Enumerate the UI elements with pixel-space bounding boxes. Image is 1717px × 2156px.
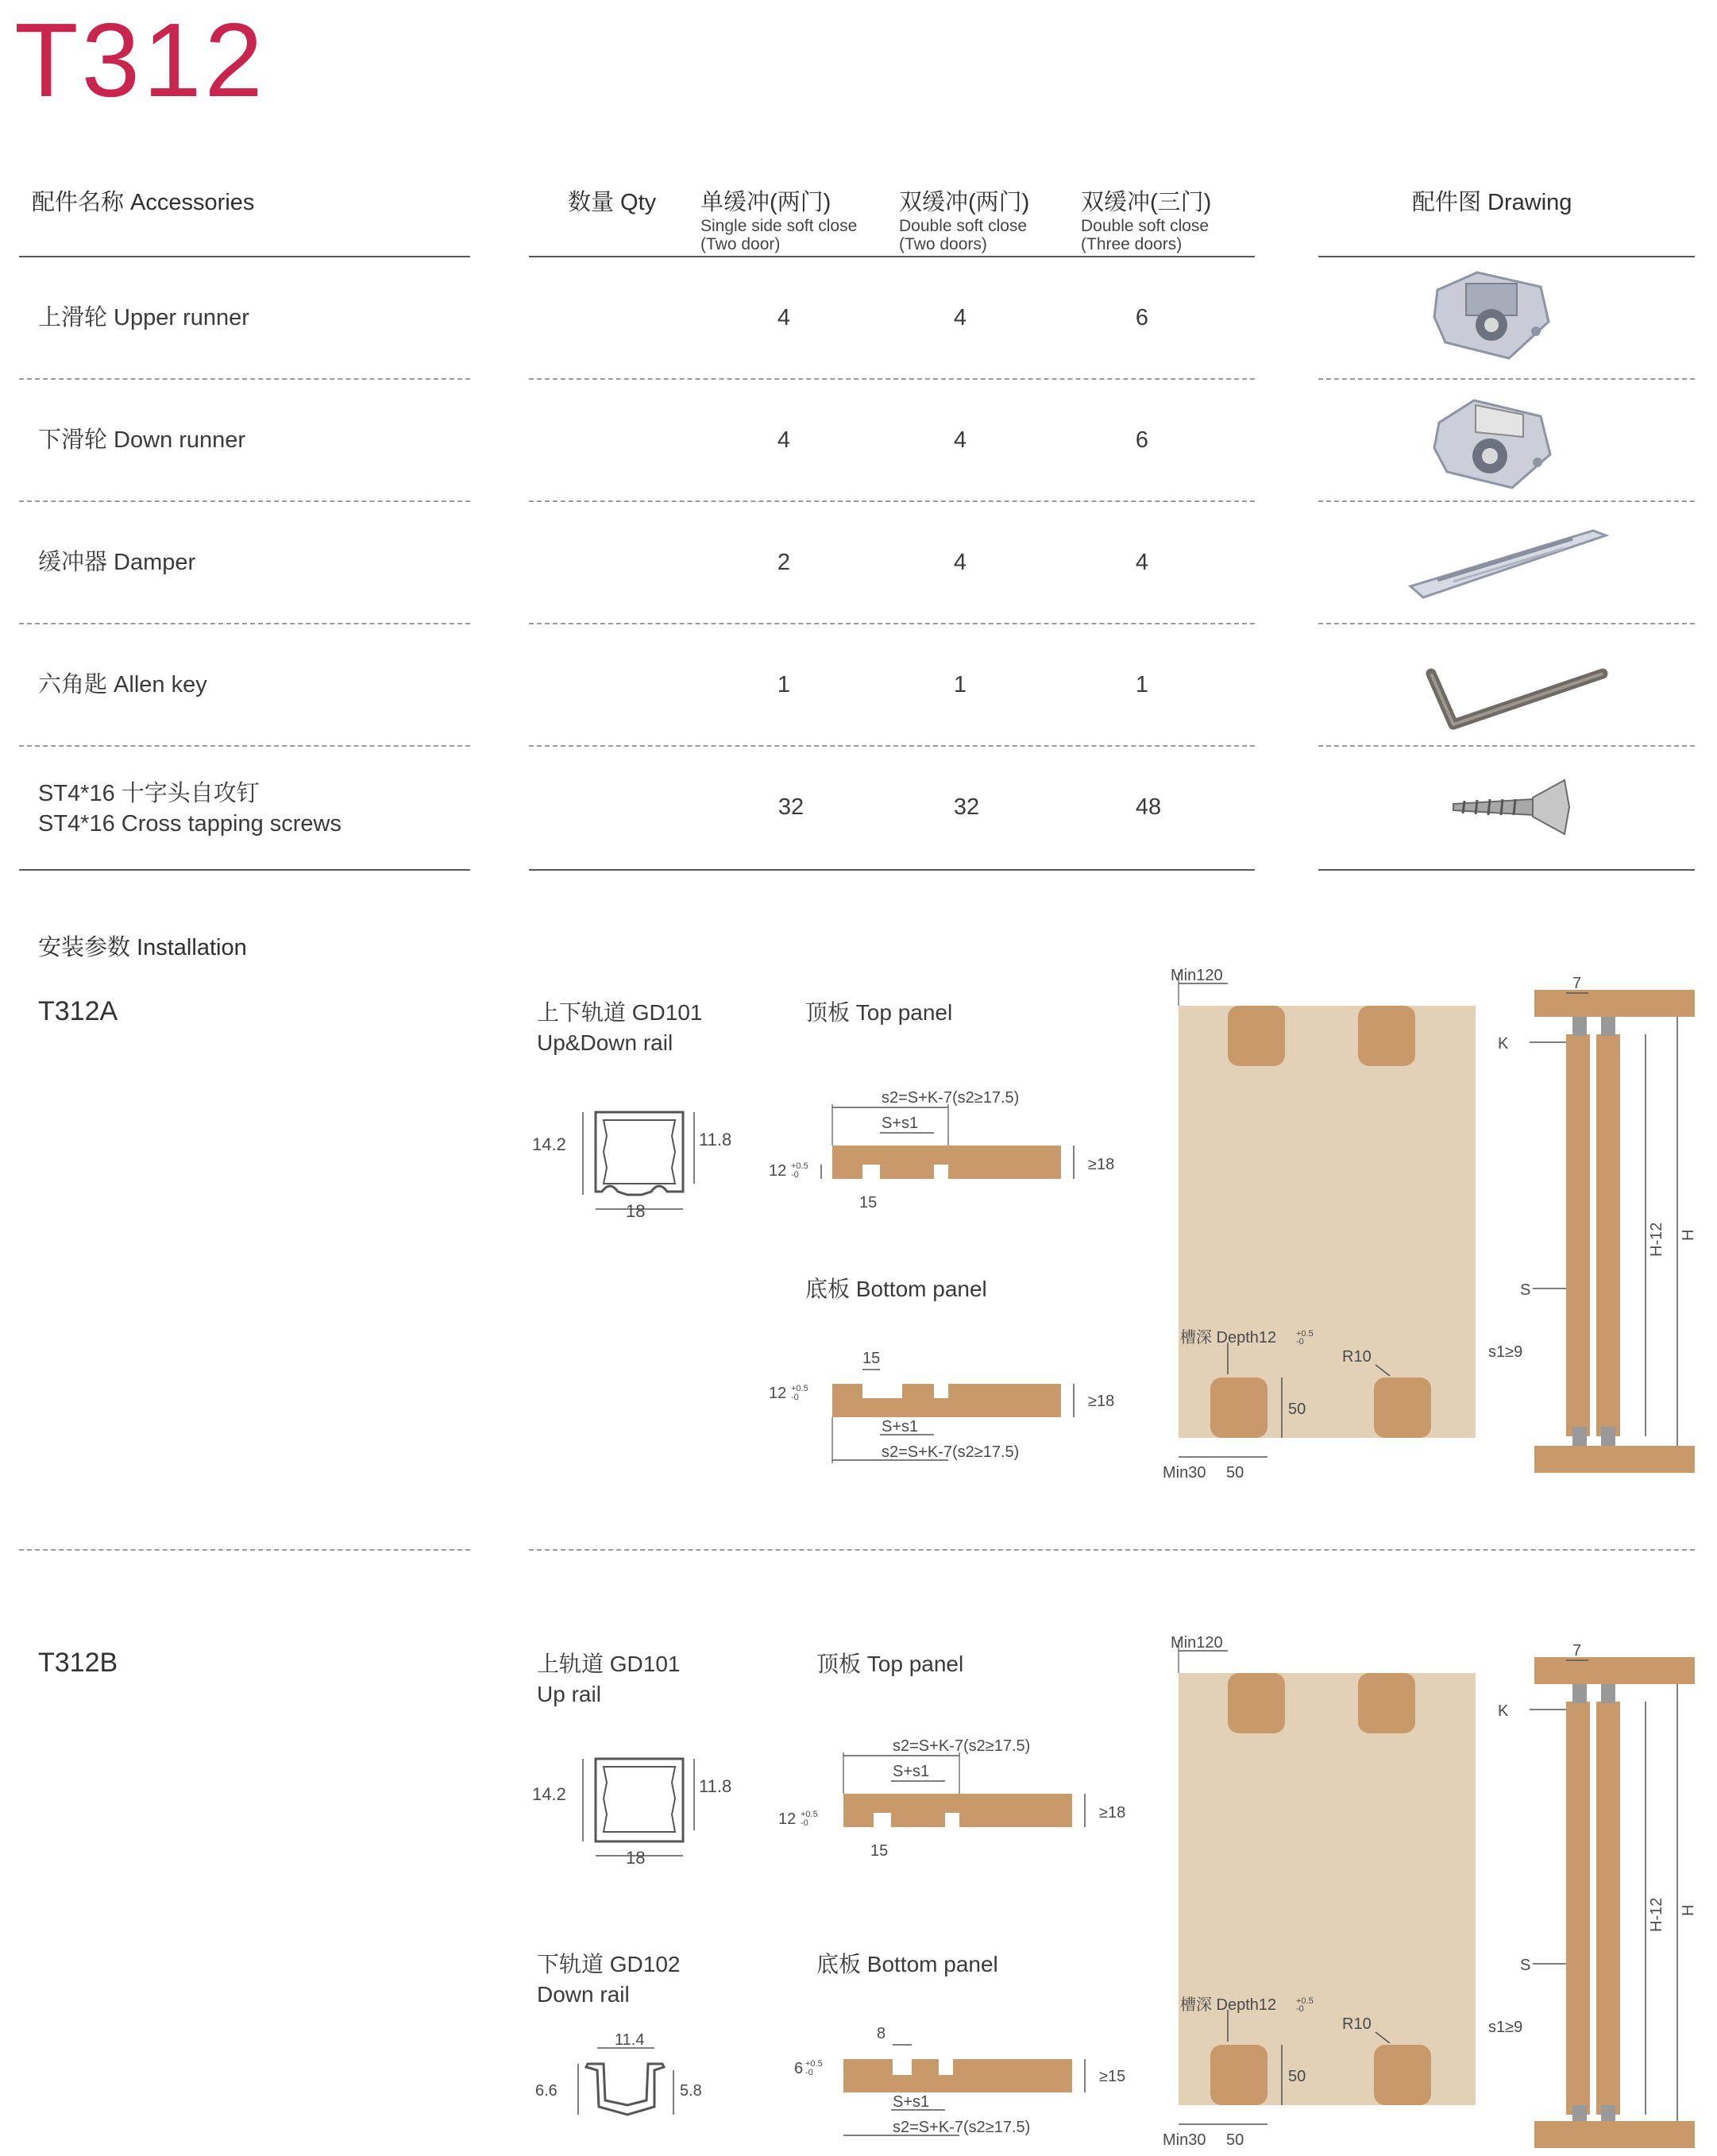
- row-name-secondary: ST4*16 Cross tapping screws: [38, 811, 341, 837]
- door-plan-drawing: [1159, 961, 1493, 1501]
- table-rule: [529, 256, 1255, 257]
- dim-slot: 8: [877, 2025, 886, 2042]
- dim-width: 18: [626, 1201, 646, 1221]
- col-header-1: [700, 184, 857, 253]
- tol-bottom: -0: [1296, 2004, 1304, 2014]
- col-header-sub: (Three doors): [1081, 235, 1183, 253]
- model-title: T312: [14, 2, 266, 118]
- bottom-panel-title: 底板 Bottom panel: [816, 1952, 998, 1976]
- dim-s: S: [1520, 1957, 1531, 1974]
- row-divider: [1318, 500, 1695, 502]
- tol-bottom: -0: [1296, 1337, 1304, 1347]
- qty-cell: 4: [777, 305, 791, 330]
- tol-bottom: -0: [791, 1170, 799, 1180]
- dim-r10: R10: [1342, 2015, 1372, 2033]
- table-rule: [529, 869, 1255, 871]
- allen-key-icon: [1422, 656, 1612, 736]
- dim-ss1: S+s1: [882, 1115, 919, 1132]
- rail-profile-drawing: [532, 2032, 754, 2127]
- bottom-panel-drawing: [762, 1343, 1136, 1478]
- dim-h12: H-12: [1648, 1897, 1665, 1932]
- dim-h: H: [1680, 1229, 1697, 1241]
- dim-depth: 12: [769, 1162, 787, 1180]
- dim-50: 50: [1288, 2068, 1306, 2085]
- qty-cell: 4: [1135, 550, 1149, 575]
- qty-cell: 6: [1135, 427, 1149, 453]
- dim-ss1: S+s1: [893, 1763, 930, 1780]
- rail-title: 上轨道 GD101: [537, 1652, 681, 1676]
- top-panel-drawing: [770, 1737, 1136, 1872]
- dim-thickness: ≥15: [1099, 2068, 1126, 2085]
- qty-cell: 32: [777, 794, 804, 820]
- row-name: 下滑轮 Down runner: [38, 427, 246, 453]
- section-divider: [19, 1549, 470, 1551]
- door-plan-drawing: [1159, 1629, 1493, 2156]
- rail-profile-drawing: [524, 1743, 762, 1870]
- row-divider: [19, 623, 470, 624]
- row-name: ST4*16 十字头自攻钉: [38, 781, 260, 806]
- qty-cell: 6: [1135, 305, 1149, 330]
- dim-depth: 12: [778, 1810, 797, 1828]
- tol-top: +0.5: [805, 2059, 823, 2069]
- col-header-2: [899, 184, 1029, 253]
- dim-s2: s2=S+K-7(s2≥17.5): [893, 2119, 1031, 2136]
- dim-r10: R10: [1342, 1348, 1372, 1366]
- dim-50: 50: [1288, 1401, 1306, 1418]
- dim-width-50: 50: [1226, 2131, 1244, 2149]
- bottom-panel-drawing: [770, 2018, 1136, 2153]
- row-divider: [19, 500, 470, 502]
- section-divider: [529, 1549, 1695, 1551]
- dim-thickness: ≥18: [1088, 1156, 1115, 1173]
- dim-k: K: [1498, 1035, 1509, 1053]
- dim-k: K: [1498, 1702, 1509, 1720]
- drawing-header: 配件图 Drawing: [1412, 190, 1572, 215]
- dim-h: H: [1680, 1904, 1697, 1916]
- col-header-3: [1081, 184, 1211, 253]
- row-divider: [19, 378, 470, 380]
- variant-name: T312A: [38, 996, 118, 1026]
- bottom-panel-title: 底板 Bottom panel: [805, 1277, 987, 1301]
- col-header-sub: Double soft close: [899, 217, 1028, 235]
- qty-header: 数量 Qty: [568, 190, 657, 215]
- row-divider: [1318, 623, 1695, 624]
- dim-inner: 11.8: [699, 1776, 732, 1796]
- col-header-sub: Double soft close: [1081, 217, 1210, 235]
- variant-name: T312B: [38, 1648, 118, 1678]
- dim-inner: 5.8: [680, 2082, 702, 2100]
- damper-icon: [1406, 524, 1612, 604]
- dim-min120: Min120: [1171, 1634, 1223, 1652]
- installation-title: 安装参数 Installation: [38, 935, 247, 960]
- rail-title: 上下轨道 GD101: [537, 1000, 703, 1025]
- tol-bottom: -0: [801, 1818, 808, 1828]
- dim-s1: s1≥9: [1488, 2019, 1523, 2036]
- table-rule: [1318, 869, 1695, 871]
- side-section-drawing: [1485, 1644, 1700, 2156]
- dim-height: 6.6: [535, 2082, 558, 2100]
- dim-inner: 11.8: [699, 1130, 732, 1149]
- dim-width: 11.4: [615, 2032, 645, 2049]
- rail-subtitle: Up rail: [537, 1682, 601, 1706]
- table-rule: [1318, 256, 1695, 257]
- col-header-sub: (Two door): [700, 235, 781, 253]
- dim-7: 7: [1572, 1644, 1582, 1660]
- row-name: 六角匙 Allen key: [38, 672, 207, 697]
- row-divider: [1318, 378, 1695, 380]
- upper-runner-icon: [1430, 266, 1557, 366]
- col-header-sub: (Two doors): [899, 235, 987, 253]
- tol-bottom: -0: [791, 1393, 799, 1402]
- screw-icon: [1445, 775, 1580, 839]
- qty-cell: 48: [1135, 794, 1162, 820]
- dim-7: 7: [1572, 977, 1582, 992]
- qty-cell: 4: [777, 427, 791, 453]
- row-name: 缓冲器 Damper: [38, 550, 196, 575]
- top-panel-drawing: [762, 1088, 1136, 1223]
- dim-height: 14.2: [532, 1784, 566, 1804]
- dim-thickness: ≥18: [1088, 1393, 1115, 1410]
- dim-slot: 15: [870, 1842, 889, 1860]
- qty-cell: 1: [1135, 672, 1149, 697]
- tol-bottom: -0: [805, 2068, 813, 2077]
- dim-s2: s2=S+K-7(s2≥17.5): [882, 1443, 1020, 1461]
- dim-ss1: S+s1: [893, 2093, 930, 2111]
- dim-width-50: 50: [1226, 1464, 1244, 1482]
- dim-slot: 15: [859, 1194, 878, 1211]
- top-panel-title: 顶板 Top panel: [805, 1000, 953, 1025]
- dim-depth: 12: [769, 1385, 787, 1402]
- tol-top: +0.5: [791, 1384, 808, 1393]
- dim-s: S: [1520, 1281, 1531, 1299]
- qty-cell: 4: [953, 305, 967, 330]
- col-header-title: 单缓冲(两门): [700, 190, 831, 215]
- qty-cell: 32: [953, 794, 980, 820]
- row-divider: [19, 745, 470, 747]
- qty-cell: 2: [777, 550, 791, 575]
- row-divider: [529, 745, 1255, 747]
- tol-top: +0.5: [801, 1810, 818, 1819]
- table-rule: [19, 256, 470, 257]
- side-section-drawing: [1485, 977, 1700, 1486]
- dim-s2: s2=S+K-7(s2≥17.5): [893, 1737, 1031, 1755]
- row-divider: [529, 623, 1255, 624]
- row-divider: [529, 500, 1255, 502]
- dim-depth: 6: [794, 2060, 804, 2077]
- dim-thickness: ≥18: [1099, 1804, 1126, 1822]
- tol-top: +0.5: [1296, 1996, 1314, 2006]
- dim-s1: s1≥9: [1488, 1343, 1523, 1361]
- rail-subtitle: Down rail: [537, 1982, 630, 2007]
- dim-s2: s2=S+K-7(s2≥17.5): [882, 1089, 1020, 1107]
- accessories-header: 配件名称 Accessories: [32, 190, 255, 215]
- down-runner-icon: [1430, 392, 1557, 494]
- qty-cell: 4: [953, 550, 967, 575]
- row-divider: [1318, 745, 1695, 747]
- dim-width: 18: [626, 1848, 646, 1868]
- table-rule: [19, 869, 470, 871]
- rail-profile-drawing: [524, 1096, 762, 1223]
- dim-height: 14.2: [532, 1134, 566, 1154]
- qty-cell: 4: [953, 427, 967, 453]
- dim-depth: 槽深 Depth12: [1180, 1996, 1277, 2014]
- row-divider: [529, 378, 1255, 380]
- rail-subtitle: Up&Down rail: [537, 1030, 673, 1055]
- dim-ss1: S+s1: [882, 1418, 919, 1435]
- row-name: 上滑轮 Upper runner: [38, 305, 249, 330]
- rail-title: 下轨道 GD102: [537, 1952, 681, 1976]
- dim-min30: Min30: [1163, 1464, 1206, 1482]
- col-header-title: 双缓冲(三门): [1081, 190, 1212, 215]
- dim-slot: 15: [862, 1350, 881, 1367]
- dim-min30: Min30: [1163, 2131, 1206, 2149]
- dim-h12: H-12: [1648, 1222, 1665, 1257]
- dim-depth: 槽深 Depth12: [1180, 1329, 1277, 1347]
- qty-cell: 1: [953, 672, 967, 697]
- tol-top: +0.5: [791, 1161, 808, 1171]
- col-header-sub: Single side soft close: [700, 217, 858, 235]
- qty-cell: 1: [777, 672, 791, 697]
- tol-top: +0.5: [1296, 1329, 1314, 1339]
- top-panel-title: 顶板 Top panel: [816, 1652, 964, 1676]
- dim-min120: Min120: [1171, 967, 1223, 984]
- col-header-title: 双缓冲(两门): [899, 190, 1030, 215]
